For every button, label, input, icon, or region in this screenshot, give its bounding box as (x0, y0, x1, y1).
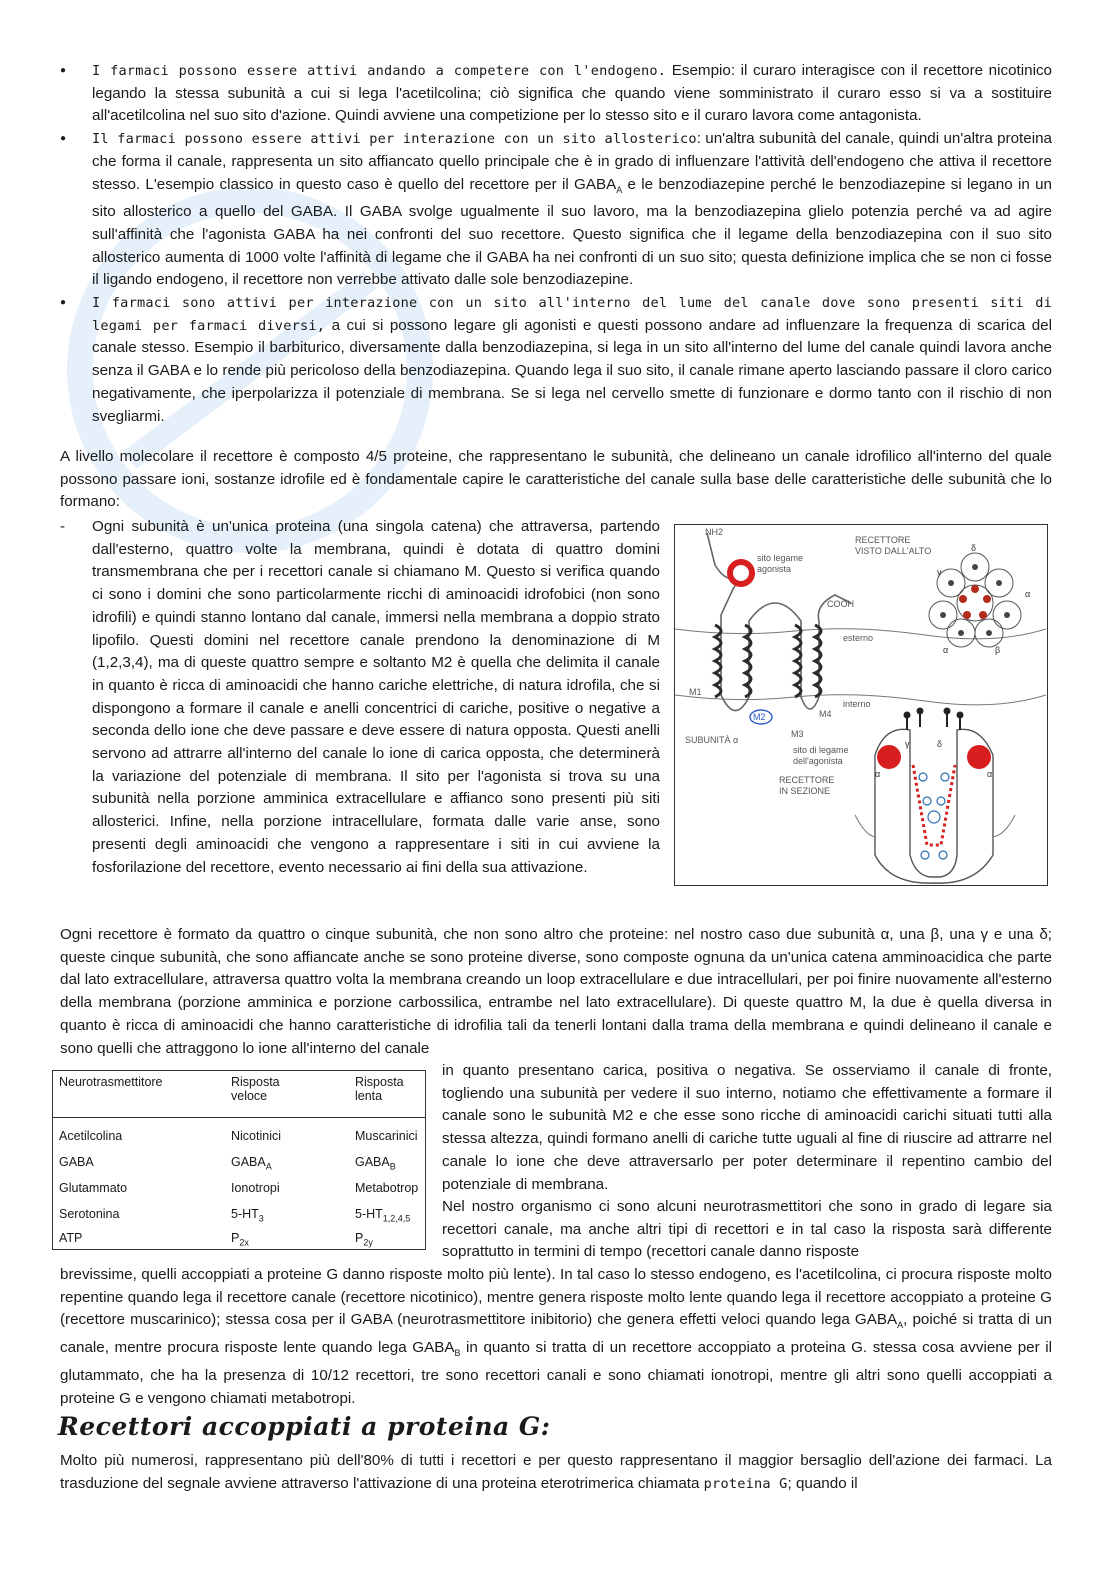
handwritten-lead: I farmaci possono essere attivi andando a competere con l'endogeno. (92, 63, 667, 79)
label-subunita: SUBUNITÀ α (685, 735, 739, 745)
header-risposta-veloce: Risposta veloce (231, 1075, 280, 1103)
label-m1: M1 (689, 687, 702, 697)
cell-nt: Glutammato (59, 1181, 128, 1195)
dash-marker: - (60, 518, 66, 535)
label-delta-2: δ (937, 739, 943, 749)
bullet-list (60, 60, 1052, 428)
cell-slow-text: GABA (355, 1155, 390, 1169)
top-view-rosette (929, 553, 1021, 647)
cell-fast (231, 1207, 264, 1224)
label-cooh: COOH (827, 599, 854, 609)
label-beta: β (995, 645, 1001, 655)
dash-item-text: Ogni subunità è un'unica proteina (una singola catena) che attraversa, partendo dall'esterno, quattro volte la membrana, quindi è dotata di quattro domini transmembrana che per i recettori canale si chiamano M. Questo si verifica quando ci sono i domini che sono particolarmente ricchi di aminoacidi idrofobici (non sono idrofili) e quindi stanno lontano dal canale, immersi nella membrana a doppio strato lipofilo. Questi domini nel recettore canale prendono la denominazione di M (1,2,3,4), ma di queste quattro sempre e soltanto M2 è quella che delimita il canale in quanto è ricca di aminoacidi che hanno cariche elettriche, di natura idrofila, che si dispongono a formare il canale e anelli concentrici di cariche, positive o negative a seconda dello ione che deve passare e deve essere di natura opposta. Questi anelli servono ad attrarre all'interno del canale lo ione di carica opposta, che determinerà la variazione del potenziale di membrana. Il sito per l'agonista si trova su una subunità nella porzione amminica extracellulare e affianco sono presenti più siti allosterici. Infine, nella porzione intracellulare, formata dalle varie anse, sono presenti degli aminoacidi che vengono a rappresentare i siti in cui avviene la fosforilazione del recettore, evento necessario ai fini della sua attivazione. (92, 518, 660, 876)
label-delta: δ (971, 543, 977, 553)
cell-fast (231, 1231, 249, 1248)
label-gamma: γ (937, 567, 942, 577)
label-alpha: α (1025, 589, 1031, 599)
label-in-sezione: IN SEZIONE (779, 786, 831, 796)
paragraph-neuro-text: , poiché si tratta di un canale, mentre procura risposte lente quando lega GABA (60, 1311, 1052, 1357)
agonist-site-marker (730, 562, 752, 584)
cell-slow-text: 5-HT (355, 1207, 383, 1221)
cell-fast-sub: A (265, 1161, 272, 1172)
paragraph-neuro (60, 1264, 1052, 1410)
cell-fast (231, 1181, 280, 1198)
section-view (855, 709, 1015, 884)
paragraph-molecular: A livello molecolare il recettore è composto 4/5 proteine, che rappresentano le subunità, che delineano un canale idrofilico all'interno del quale possono passare ioni, sostanze idrofile ed è fondamentale capire le caratteristiche del canale sulla base delle caratteristiche delle subunità che lo formano: (60, 448, 1052, 511)
receptor-figure (674, 524, 1048, 886)
dash-list-item (60, 516, 660, 879)
handwritten-lead: Il farmaci possono essere attivi per interazione con un sito allosterico (92, 131, 697, 148)
label-dell-agonista: dell'agonista (793, 756, 843, 766)
cell-nt: GABA (59, 1155, 94, 1169)
paragraph-canale (442, 1060, 1052, 1196)
helix-m2 (745, 625, 751, 697)
cell-nt: ATP (59, 1231, 83, 1245)
cell-fast-sub: 2x (239, 1237, 249, 1248)
section-heading: Recettori accoppiati a proteina G: (58, 1412, 551, 1441)
paragraph-final-text: Molto più numerosi, rappresentano più dell'80% di tutti i recettori e per questo rappresentano il maggior bersaglio dell'azione dei farmaci. La trasduzione del segnale avviene attraverso l'attivazione di una proteina eterotrimerica chiamata (60, 1452, 1052, 1492)
paragraph-neuro-text: brevissime, quelli accoppiati a proteine G danno risposte molto più lente). In tal caso lo stesso endogeno, es l'acetilcolina, ci procura risposte molto repentine quando lega il recettore canale (recettore nicotinico), mentre genera risposte molto lente quando lega il recettore accoppiato a proteine G (recettore muscarinico); stessa cosa per il GABA (neurotrasmettitore inibitorio) che genera effetti veloci quando lega GABA (60, 1266, 1052, 1329)
paragraph-canale-text: in quanto presentano carica, positiva o negativa. Se osserviamo il canale di fronte, togliendo una subunità per vedere il suo interno, notiamo che effettivamente a formare il canale sono le subunità M2 e che esse sono ricche di aminoacidi carichi situati tutti alla stessa altezza, quindi formano anelli di cariche tutte uguali al fine di riuscire ad attrarre nel canale lo ione che deve attraversarlo per poter determinare il repentino cambio del potenziale di membrana. (442, 1062, 1052, 1193)
subscript: A (616, 184, 623, 195)
cell-fast-text: Ionotropi (231, 1181, 280, 1195)
cell-slow (355, 1155, 396, 1172)
cell-slow (355, 1207, 410, 1224)
label-sito-legame-2: sito di legame (793, 745, 849, 755)
cell-slow (355, 1129, 418, 1146)
helix-m3 (795, 625, 801, 697)
handwritten-term: proteina G (703, 1475, 788, 1492)
cell-nt: Acetilcolina (59, 1129, 123, 1143)
label-nh2: NH2 (705, 527, 724, 537)
cell-fast-text: Nicotinici (231, 1129, 282, 1143)
cell-nt: Serotonina (59, 1207, 120, 1221)
label-m2: M2 (753, 712, 766, 722)
paragraph-subunits: Ogni recettore è formato da quattro o cinque subunità, che non sono altro che proteine: nel nostro caso due subunità α, una β, una γ e una δ; queste cinque subunità, che sono affiancate anche se sono proteine diverse, sono composte ognuna da un'unica catena amminoacidica che parte dal lato extracellulare, attraversa quattro volta la membrana creando un loop extracellulare e due intracellulari, per poi finire nuovamente all'esterno della membrana (porzione amminica e porzione carbossilica, entrambe nel lato extracellulare). Di queste quattro M, la due è quella diversa in quanto è ricca di aminoacidi che hanno caratteristiche di idrofilia tali da tenerli lontani dalla trama della membrana e quindi delineano il canale e sono quelli che attraggono lo ione all'interno del canale (60, 926, 1052, 1057)
subscript: B (454, 1348, 461, 1359)
label-alpha-2: α (943, 645, 949, 655)
label-recettore-sez: RECETTORE (779, 775, 835, 785)
bullet-item (60, 128, 1052, 292)
cell-slow (355, 1181, 418, 1198)
handwritten-lead: I farmaci sono attivi per interazione con un sito all'interno del lume del canale dove sono presenti siti di legami per farmaci diversi, (92, 295, 1052, 334)
cell-slow-text: P (355, 1231, 364, 1245)
subscript: A (897, 1320, 904, 1331)
label-visto-alto: VISTO DALL'ALTO (855, 546, 932, 556)
helix-m4 (815, 625, 821, 697)
label-agonista: agonista (757, 564, 792, 574)
cell-fast (231, 1155, 272, 1172)
bullet-item (60, 60, 1052, 128)
cell-slow-text: Muscarinici (355, 1129, 418, 1143)
cell-fast-text: P (231, 1231, 240, 1245)
neurotransmitter-table (52, 1070, 426, 1250)
bullet-item (60, 292, 1052, 428)
paragraph-final (60, 1450, 1052, 1495)
helix-m1 (715, 625, 721, 697)
label-m4: M4 (819, 709, 832, 719)
cell-fast-sub: 3 (258, 1213, 264, 1224)
cell-fast-text: 5-HT (231, 1207, 259, 1221)
cell-slow-text: Metabotrop (355, 1181, 419, 1195)
bullet-text: : un'altra subunità del canale, quindi un'altra proteina che forma il canale, rappresenta un sito affiancato quello principale che è in grado di influenzare l'attività dell'endogeno che attiva il recettore stesso. L'esempio classico in questo caso è quello del recettore per il GABA (92, 130, 1052, 193)
label-recettore-alto: RECETTORE (855, 535, 911, 545)
label-m3: M3 (791, 729, 804, 739)
cell-slow-sub: 1,2,4,5 (382, 1213, 411, 1224)
cell-slow (355, 1231, 373, 1248)
label-alpha-3: α (875, 769, 881, 779)
cell-fast-text: GABA (231, 1155, 266, 1169)
paragraph-final-text: ; quando il (787, 1474, 858, 1492)
bullet-text: e le benzodiazepine perché le benzodiazepine si legano in un sito allosterico a quello del GABA. Il GABA svolge ugualmente il suo lavoro, ma la benzodiazepina glielo potenzia perché va ad agire sull'affinità che l'agonista GABA ha nei confronti del suo recettore. Questo significa che il legame della benzodiazepina con il suo sito allosterico aumenta di 1000 volte l'affinità di legame che il GABA ha nei confronti di un suo sito; questa definizione implica che se non ci fosse il ligando endogeno, il recettore non verrebbe attivato dalle sole benzodiazepine. (92, 175, 1052, 289)
cell-slow-sub: B (389, 1161, 396, 1172)
label-sito-legame: sito legame (757, 553, 804, 563)
table-header (53, 1071, 425, 1118)
paragraph-neuro-intro: Nel nostro organismo ci sono alcuni neurotrasmettitori che sono in grado di legare sia recettori canale, ma anche altri tipi di recettori e in tal caso la risposta sarà differente soprattutto in termini di tempo (recettori canale danno risposte (442, 1198, 1052, 1261)
header-risposta-lenta: Risposta lenta (355, 1075, 404, 1103)
label-esterno: esterno (843, 633, 874, 643)
label-alpha-4: α (987, 769, 993, 779)
cell-fast (231, 1129, 281, 1146)
header-neurotrasmettitore: Neurotrasmettitore (59, 1075, 163, 1089)
cell-slow-sub: 2y (363, 1237, 373, 1248)
label-interno: interno (843, 699, 871, 709)
paragraph-neuro-text: in quanto si tratta di un recettore accoppiato a proteina G. stessa cosa avviene per il glutammato, che ha la presenza di 10/12 recettori, tre sono recettori canali e sono chiamati ionotropi, mentre gli altri sono quelli accoppiati a proteine G e vengono chiamati metabotropi. (60, 1339, 1053, 1407)
bullet-text: Esempio: il curaro interagisce con il recettore nicotinico legando la stessa subunità a cui si lega l'acetilcolina; ciò significa che quando viene somministrato il curaro esso si va a sostituire all'acetilcolina nel suo sito d'azione. Quindi avviene una competizione per lo stesso sito e il curaro lavora come antagonista. (92, 62, 1052, 125)
bullet-text: a cui si possono legare gli agonisti e questi possono andare ad influenzare la frequenza di scarica del canale stesso. Esempio il barbiturico, diversamente dalla benzodiazepina, si lega in un sito all'interno del lume del canale quindi lavora anche senza il GABA e lo rende più pericoloso della benzodiazepina. Quando lega il suo sito, il canale rimane aperto lasciando passare il cloro carico negativamente, che iperpolarizza il potenziale di membrana. Se si lega nel cervello smette di funzionare e dormo tanto con il rischio di non svegliarmi. (92, 316, 1053, 425)
label-gamma-2: γ (905, 739, 910, 749)
